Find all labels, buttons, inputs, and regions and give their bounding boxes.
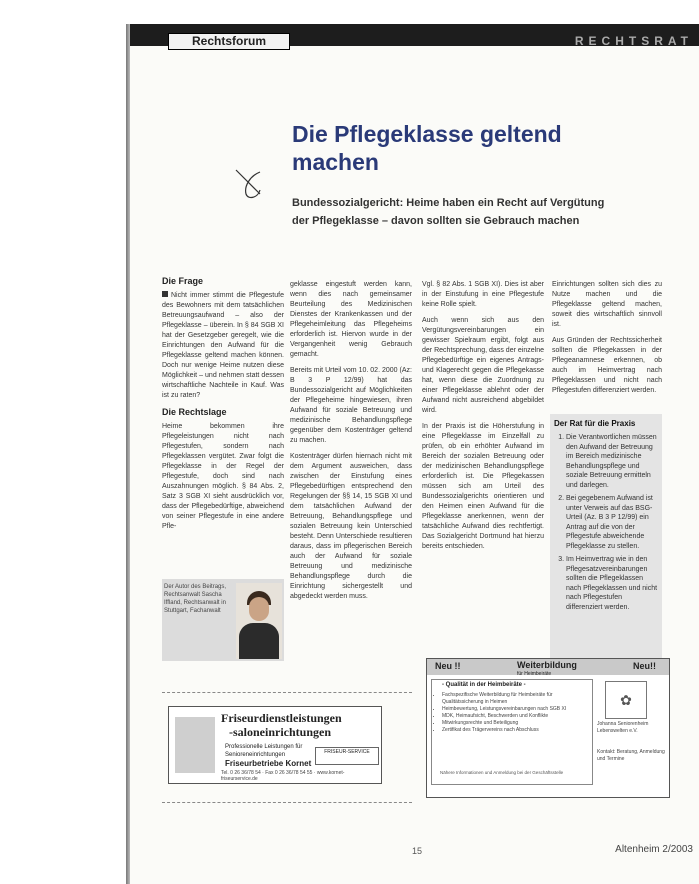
ad2-content-box: [431, 679, 593, 785]
column-3: [422, 280, 544, 660]
ad-training: [426, 658, 670, 798]
organization-logo-icon: ✿: [605, 681, 647, 719]
heading-question: Die Frage: [162, 276, 204, 286]
col3-paragraph-1: Vgl. § 82 Abs. 1 SGB XI). Dies ist aber in der Einstufung in eine Pflegestufe keine Rolle spielt.: [422, 281, 544, 308]
tip-item: 3. Im Heimvertrag wie in den Pflegesatzvereinbarungen sollten die Pflegeklassen nach Pflegeklassen und nicht nach Pflegestufen differenziert werden.: [566, 555, 659, 612]
ad2-bullet: • Mitwirkungsrechte und Beteiligung: [442, 720, 590, 727]
square-bullet-icon: [162, 291, 168, 297]
legal-situation-paragraph: Heime bekommen ihre Pflegeleistungen nicht nach Pflegestufen, sondern nach Pflegeklassen vergütet. Zwar folgt die Pflegeklasse in der Regel der Pflegestufe, doch sind nach Auszahnungen möglich. § 84 Abs. 2, Satz 3 SGB XI sieht ausdrücklich vor, dass der Pflegebedürftige, abweichend von seiner Pflegestufe in eine andere Pfle-: [162, 423, 284, 530]
ad1-line-1: Friseurdienstleistungen: [221, 711, 342, 725]
col3-paragraph-2: Auch wenn sich aus den Vergütungsvereinbarungen ein gewisser Spielraum ergibt, folgt aus der Rechtsprechung, dass der einzelne Pflegebedürftige ein eigenes Antrags- und Klagerecht gegen die Pflegekasse hat, wenn diese die Zuordnung zu einer Pflegeklasse ablehnt oder der Aufwand nicht ausreichend abgebildet wird.: [422, 317, 544, 414]
ad2-address: Kontakt: Beratung, Anmeldung und Termine: [597, 749, 665, 762]
ad2-content-heading: - Qualität in der Heimbeiräte -: [442, 682, 526, 688]
col4-paragraph-2: Aus Gründen der Rechtssicherheit sollten die Pflegekassen in der Pflegeanamnese erkennen, ob auch im Heimvertrag nach Pflegeklassen und nicht nach Pflegestufen differenziert werden.: [552, 337, 662, 394]
col2-paragraph-3: Kostenträger dürfen hiernach nicht mit dem Argument ausweichen, dass zwischen der Einstufung eines Pflegebedürftigen entsprechend den Regelungen der §§ 14, 15 SGB XI und dem tatsächlichen Aufwand der Betreuung, Behandlungspflege und sozialen Betreuung kein Unterschied besteht. Denn Unterschiede resultieren daraus, dass im pflegerischen Bereich auch der Aufwand für soziale Betreuung und medizinische Behandlungspflege durch die Einrichtung sichergestellt und abgedeckt werden muss.: [290, 453, 412, 600]
tip-title: Der Rat für die Praxis: [554, 419, 636, 428]
ad-hairdresser: [168, 706, 382, 784]
column-1: [162, 274, 284, 586]
ad2-headline: Weiterbildung: [517, 660, 577, 670]
section-label: RECHTSRAT: [574, 34, 693, 48]
question-text: Nicht immer stimmt die Pflegestufe des Bewohners mit dem tatsächlichen Betreuungsaufwand – also der Pflegeklasse – überein. In § 84 SGB XI hat der Gesetzgeber geregelt, wie die Einrichtungen den Aufwand für die Pflegeklasse geltend machen können. Doch nur wenige Heime nutzen diese Möglichkeit – und nehmen statt dessen wirtschaftliche Nachteile in Kauf. Was ist zu raten?: [162, 292, 284, 399]
author-photo: [236, 583, 282, 659]
col2-paragraph-1: geklasse eingestuft werden kann, wenn dies nach gemeinsamer Beurteilung des Medizinischen Dienstes der Krankenkassen und der Pflegeheimleitung das Pflegeheims erforderlich ist. Hiervon wurde in der Vergangenheit wenig Gebrauch gemacht.: [290, 281, 412, 358]
heading-legal-situation: Die Rechtslage: [162, 407, 227, 417]
ad2-new-left: Neu !!: [435, 661, 461, 671]
article-subtitle: Bundessozialgericht: Heime haben ein Recht auf Vergütung der Pflegeklasse – davon sollten sie Gebrauch machen: [292, 197, 605, 227]
author-caption: Der Autor des Beitrags, Rechtsanwalt Sascha Iffland, Rechtsanwalt in Stuttgart, Fachanwalt: [164, 584, 227, 614]
ad2-bullet-list: [434, 692, 590, 734]
page-number: 15: [412, 846, 423, 856]
column-4: [552, 280, 662, 406]
publication-source: Altenheim 2/2003: [615, 844, 693, 855]
column-2: [290, 280, 412, 660]
col4-paragraph-1: Einrichtungen sollten sich dies zu Nutze machen und die Pflegeklasse geltend machen, soweit dies wirtschaftlich sinnvoll ist.: [552, 281, 662, 328]
ad1-description: Professionelle Leistungen für Senioreneinrichtungen: [225, 744, 303, 758]
practice-tip-box: [550, 414, 662, 660]
magazine-page: [130, 24, 699, 884]
rubric-label: Rechtsforum: [168, 33, 290, 50]
tip-list: [550, 433, 662, 612]
ad1-stamp: FRISEUR-SERVICE: [315, 747, 379, 765]
tip-item: 1. Die Verantwortlichen müssen den Aufwand der Betreuung im Bereich medizinische Behandlungspflege und soziale Betreuung ermitteln und darlegen.: [566, 433, 659, 490]
dashed-divider: [162, 802, 412, 803]
author-box: [162, 579, 284, 661]
question-paragraph: [162, 291, 284, 401]
col3-paragraph-3: In der Praxis ist die Höherstufung in eine Pflegeklasse im Einzelfall zu prüfen, ob ein erhöhter Aufwand im Bereich der sozialen Betreuung oder der medizinischen Behandlungspflege erforderlich ist. Die Pflegekassen müssen sich am Urteil des Bundessozialgerichts orientieren und den Heimen einen Aufwand für die Pflegeklasse anerkennen, wenn der tatsächliche Aufwand dies rechtfertigt. Das Sozialgericht Dortmund hat hierzu bereits entschieden.: [422, 423, 544, 550]
handwritten-mark: [230, 164, 270, 204]
ad2-subline: für Heimbeiräte: [517, 671, 552, 677]
scissors-icon: [175, 717, 215, 773]
tip-item: 2. Bei gegebenem Aufwand ist unter Verweis auf das BSG-Urteil (Az. B 3 P 12/99) ein Antrag auf die von der Pflegestufe abweichende Pflegeklasse zu stellen.: [566, 494, 659, 551]
article-title: Die Pflegeklasse geltend machen: [292, 121, 562, 175]
ad2-bullet: • Fachspezifische Weiterbildung für Heimbeiräte für Qualitätssicherung in Heimen: [442, 692, 590, 706]
dashed-divider: [162, 692, 412, 693]
ad1-line-2: -saloneinrichtungen: [229, 725, 332, 739]
ad1-brand: Friseurbetriebe Kornet: [225, 759, 312, 768]
ad2-note: Nähere Informationen und Anmeldung bei der Geschäftsstelle: [440, 770, 564, 775]
ad2-bullet: • Zertifikat des Trägervereins nach Abschluss: [442, 727, 590, 734]
ad2-bullet: • MDK, Heimaufsicht, Beschwerden und Konflikte: [442, 713, 590, 720]
ad2-bullet: • Heimbewertung, Leistungsvereinbarungen nach SGB XI: [442, 706, 590, 713]
col2-paragraph-2: Bereits mit Urteil vom 10. 02. 2000 (Az: B 3 P 12/99) hat das Bundessozialgericht auf Möglichkeiten der Pflegeheime hingewiesen, ihren Aufwand für soziale Betreuung und medizinische Behandlungspflege gegenüber dem Kostenträger geltend zu machen.: [290, 367, 412, 444]
ad2-new-right: Neu!!: [633, 661, 656, 671]
ad2-organization: Johanna Seniorenheim Lebenswelten e.V.: [597, 721, 649, 734]
ad1-contact: Tel. 0 26 36/78 54 · Fax 0 26 36/78 54 55 · www.kornet-friseurservice.de: [221, 770, 345, 782]
